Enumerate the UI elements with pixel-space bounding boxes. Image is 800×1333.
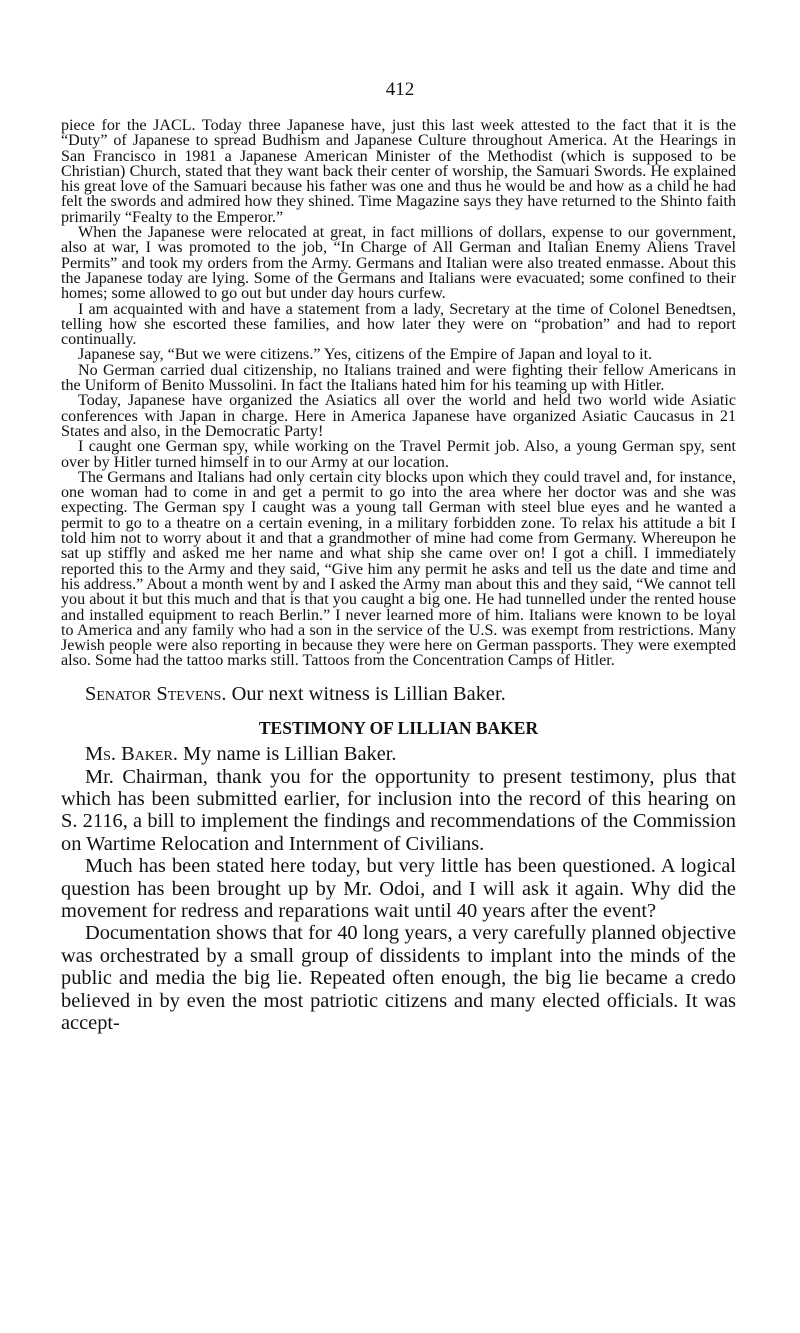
hearing-transcript <box>61 683 736 1035</box>
page-number: 412 <box>385 79 415 100</box>
section-heading: TESTIMONY OF LILLIAN BAKER <box>258 718 539 739</box>
stevens-remark <box>61 683 736 705</box>
remark-text: My name is Lillian Baker. <box>177 743 397 766</box>
statement-paragraph: I am acquainted with and have a statement from a lady, Secretary at the time of Colonel Benedtsen, telling how she escorted these families, and how later they were on “probation” and had to report continually. <box>61 300 736 349</box>
statement-paragraph: Today, Japanese have organized the Asiatics all over the world and held two world wide Asiatic conferences with Japan in charge. Here in America Japanese have organized Asiatic Caucasus in 21 States and also, in the Democratic Party! <box>61 392 736 440</box>
testimony-paragraph: Much has been stated here today, but very little has been questioned. A logical question has been brought up by Mr. Odoi, and I will ask it again. Why did the movement for redress and reparations wait until 40 years after the event? <box>61 855 736 922</box>
page-body <box>61 78 736 1034</box>
statement-paragraph: No German carried dual citizenship, no Italians trained and were fighting their fellow Americans in the Uniform of Benito Mussolini. In fact the Italians hated him for his teaming up with Hitler. <box>61 361 736 395</box>
statement-paragraph: When the Japanese were relocated at great, in fact millions of dollars, expense to our government, also at war, I was promoted to the job, “In Charge of All German and Italian Enemy Aliens Travel Permits” and took my orders from the Army. Germans and Italian were also treated enmasse. About this the Japanese today are lying. Some of the Germans and Italians were evacuated; some confined to their homes; some allowed to go out but under day hours curfew. <box>61 224 736 303</box>
testimony-paragraph: Documentation shows that for 40 long years, a very carefully planned objective was orchestrated by a small group of dissidents to implant into the minds of the public and media the big lie. Repeated often enough, the big lie became a credo believed in by even the most patriotic citizens and many elected officials. It was accept- <box>61 922 736 1034</box>
statement-paragraph: I caught one German spy, while working on the Travel Permit job. Also, a young German spy, sent over by Hitler turned himself in to our Army at our location. <box>61 438 736 471</box>
speaker-name: Ms. Baker. <box>85 743 178 766</box>
testimony-paragraph: Mr. Chairman, thank you for the opportunity to present testimony, plus that which has been submitted earlier, for inclusion into the record of this hearing on S. 2116, a bill to implement the findings and recommendations of the Commission on Wartime Relocation and Internment of Civilians. <box>61 765 736 855</box>
speaker-name: Senator Stevens. <box>85 682 227 705</box>
statement-paragraph: Japanese say, “But we were citizens.” Yes, citizens of the Empire of Japan and loyal to it. <box>78 346 653 364</box>
remark-text: Our next witness is Lillian Baker. <box>226 682 506 705</box>
prior-statement <box>61 118 736 669</box>
statement-paragraph: piece for the JACL. Today three Japanese have, just this last week attested to the fact that it is the “Duty” of Japanese to spread Budhism and Japanese Culture throughout America. At the Hearings in San Francisco in 1981 a Japanese American Minister of the Methodist (which is supposed to be Christian) Church, stated that they want back their center of worship, the Samuari Swords. He explained his great love of the Samuari because his father was one and thus he would be and how as a child he had felt the swords and admired how they shined. Time Magazine says they have returned to the Shinto faith primarily “Fealty to the Emperor.” <box>61 117 736 226</box>
statement-paragraph: The Germans and Italians had only certain city blocks upon which they could travel and, for instance, one woman had to come in and get a permit to go into the area where her doctor was and she was expecting. The German spy I caught was a young tall German with steel blue eyes and he wanted a permit to go to a theatre on a certain evening, in a military forbidden zone. To relax his attitude a bit I told him not to worry about it and that a grandmother of mine had come from Germany. Whereupon he sat up stiffly and asked me her name and what ship she came over on! I got a chill. I immediately reported this to the Army and they said, “Give him any permit he asks and tell us the date and time and his address.” About a month went by and I asked the Army man about this and they said, “We cannot tell you about it but this much and that is that you caught a big one. He had tunnelled under the rented house and installed equipment to reach Berlin.” I never learned more of him. Italians were known to be loyal to America and any family who had a son in the service of the U.S. was exempt from restrictions. Many Jewish people were also reporting in because they were here on German passports. They were exempted also. Some had the tattoo marks still. Tattoos from the Concentration Camps of Hitler. <box>61 468 736 670</box>
baker-remark <box>61 743 736 765</box>
